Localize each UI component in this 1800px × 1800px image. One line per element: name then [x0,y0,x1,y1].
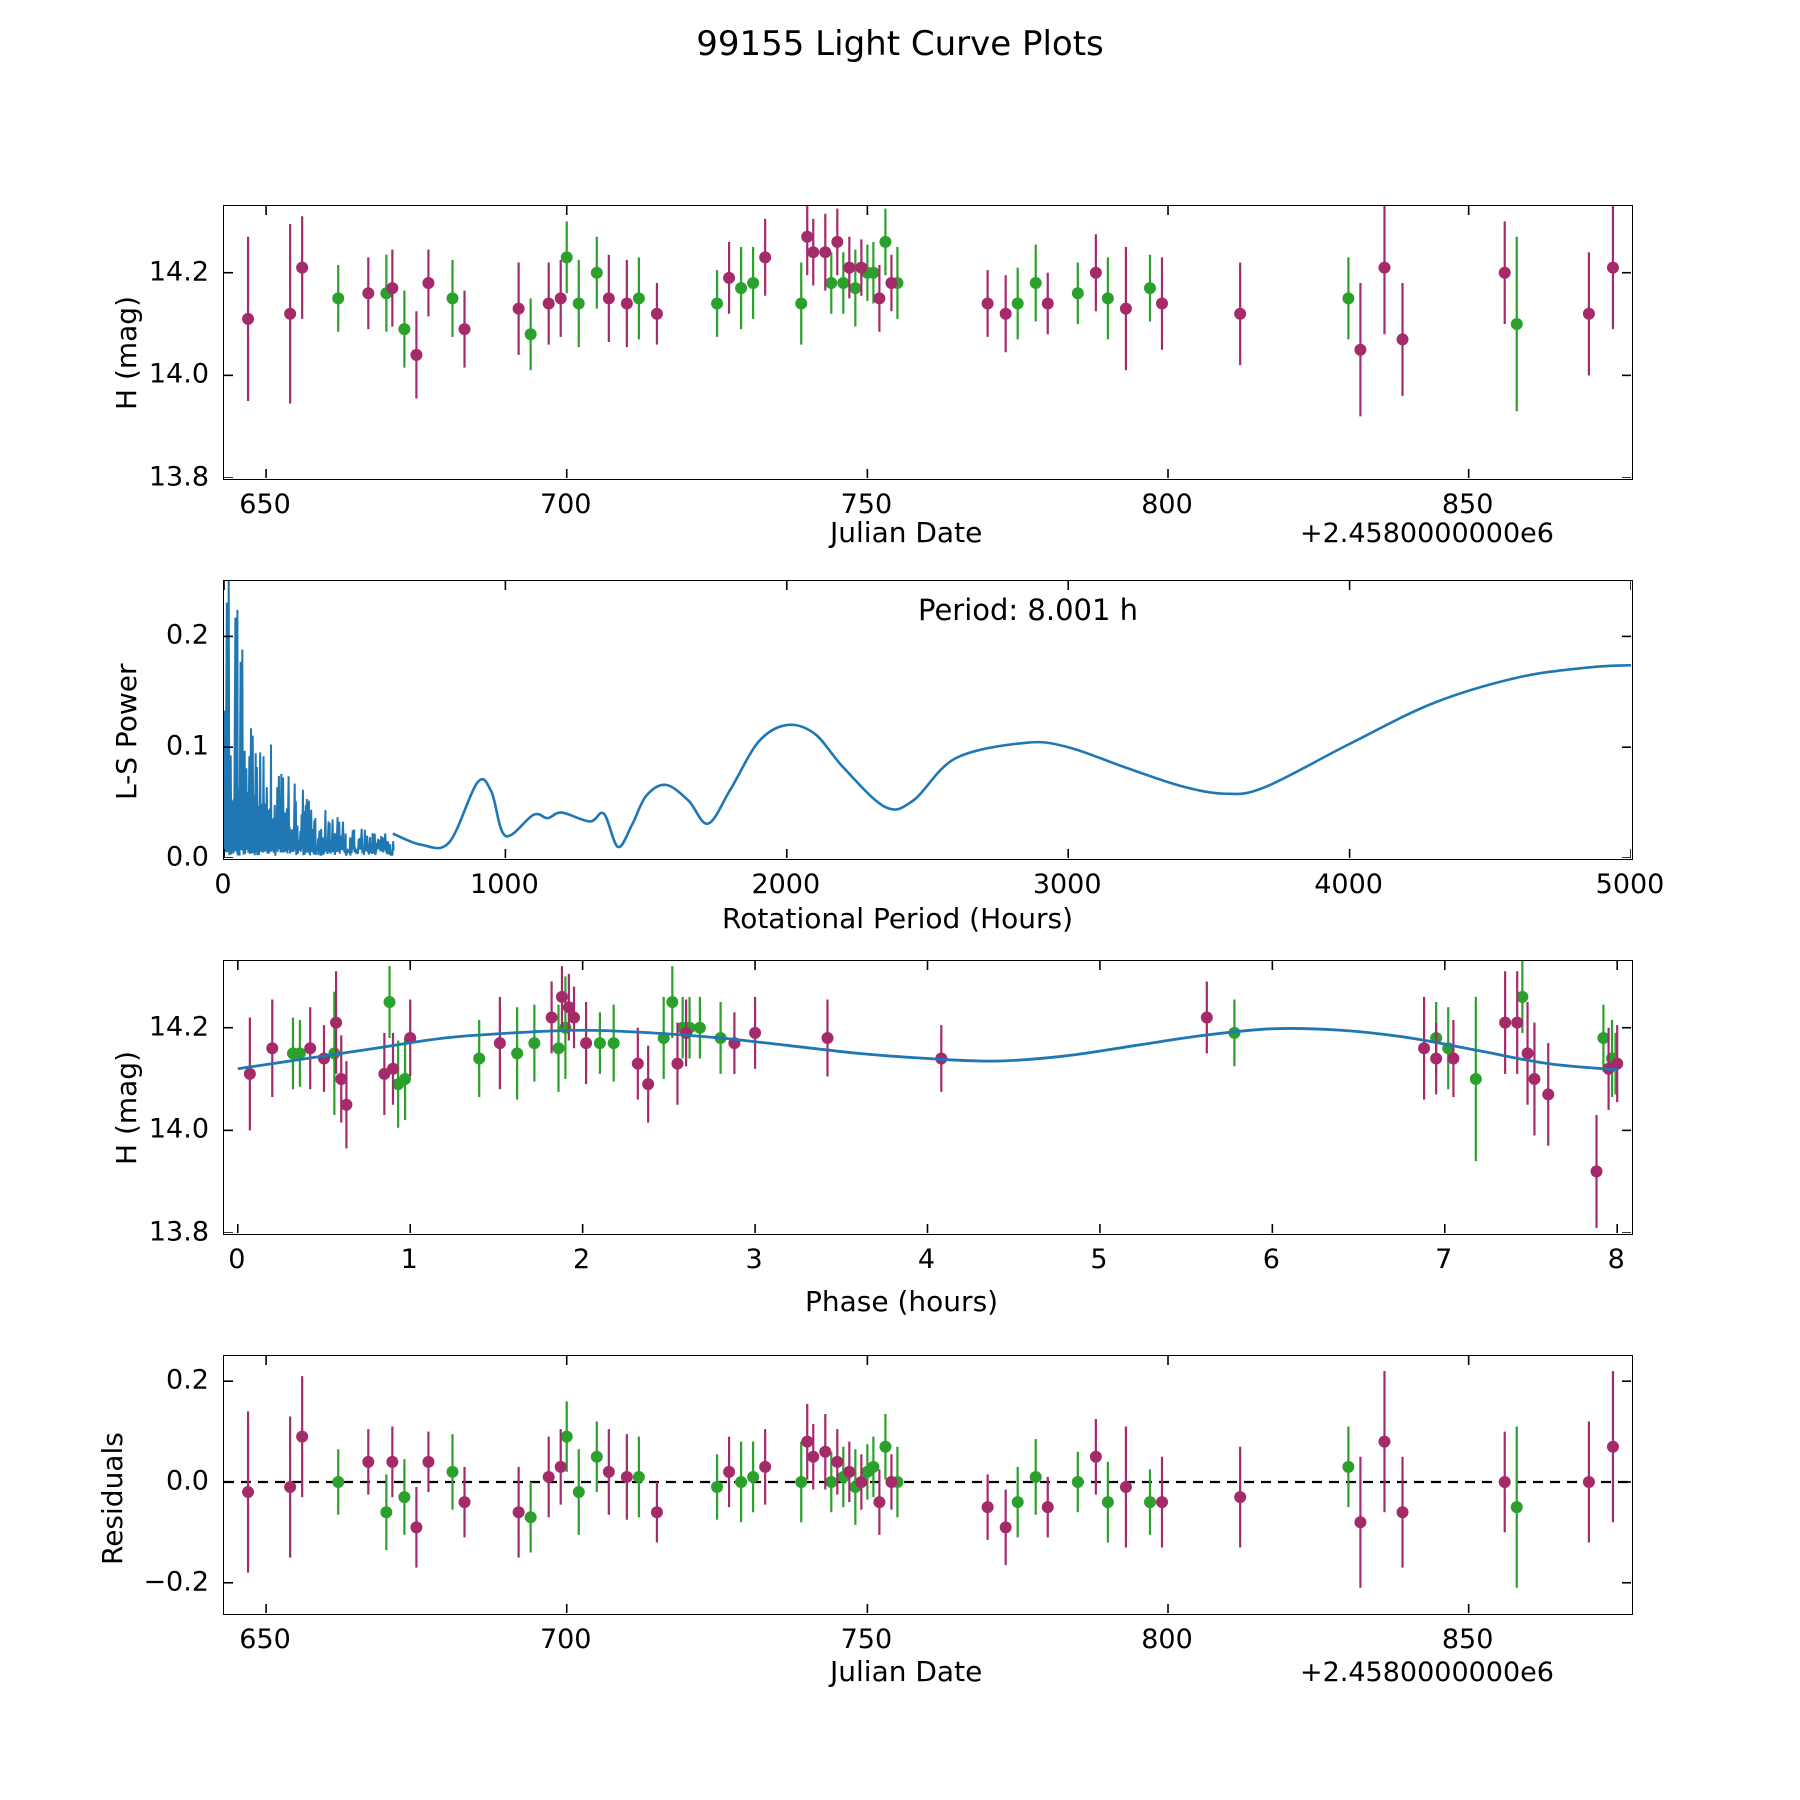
residuals-y-axis-label: Residuals [96,1432,129,1565]
y-tick-label: 14.2 [148,256,209,288]
panel-lightcurve [223,205,1633,480]
residuals-plot-area [224,1356,1631,1613]
y-tick-label: 0.2 [166,619,209,651]
y-tick-label: −0.2 [143,1566,209,1598]
y-tick-label: 0.2 [166,1364,209,1396]
residuals-x-offset: +2.4580000000e6 [1300,1657,1554,1688]
periodogram-y-axis-label: L-S Power [110,663,143,800]
residuals-x-axis-label: Julian Date [830,1655,983,1688]
y-tick-label: 0.0 [166,1465,209,1497]
period-annotation: Period: 8.001 h [918,593,1139,627]
x-tick-label: 5000 [1595,869,1665,900]
x-tick-label: 3 [745,1244,763,1275]
y-tick-label: 13.8 [148,1216,209,1248]
x-tick-label: 650 [239,1624,291,1655]
x-tick-label: 8 [1607,1244,1625,1275]
x-tick-label: 2000 [751,869,821,900]
x-tick-label: 650 [239,489,291,520]
x-tick-label: 3000 [1032,869,1102,900]
lightcurve-x-axis-label: Julian Date [830,516,983,549]
lightcurve-plot-area [224,206,1631,478]
periodogram-x-axis-label: Rotational Period (Hours) [722,902,1074,935]
x-tick-label: 700 [539,489,592,520]
x-tick-label: 4000 [1314,869,1383,900]
y-tick-label: 0.0 [166,841,209,873]
lightcurve-x-offset: +2.4580000000e6 [1300,518,1554,549]
y-tick-label: 14.0 [148,1113,209,1145]
x-tick-label: 6 [1262,1244,1280,1275]
x-tick-label: 0 [214,869,232,900]
x-tick-label: 1000 [470,869,539,900]
panel-residuals [223,1355,1633,1615]
x-tick-label: 800 [1141,489,1193,520]
y-tick-label: 14.2 [148,1011,209,1043]
phased-y-axis-label: H (mag) [110,1050,143,1165]
y-tick-label: 13.8 [148,461,209,493]
x-tick-label: 2 [573,1244,591,1275]
phased-x-axis-label: Phase (hours) [805,1285,999,1318]
x-tick-label: 700 [539,1624,592,1655]
x-tick-label: 800 [1141,1624,1193,1655]
x-tick-label: 750 [840,489,893,520]
page-title: 99155 Light Curve Plots [696,24,1104,64]
x-tick-label: 5 [1090,1244,1108,1275]
y-tick-label: 14.0 [148,358,209,390]
x-tick-label: 0 [228,1244,246,1275]
x-tick-label: 4 [917,1244,936,1275]
phased-plot-area [224,961,1631,1233]
y-tick-label: 0.1 [166,730,209,762]
lightcurve-y-axis-label: H (mag) [110,295,143,410]
x-tick-label: 7 [1435,1244,1453,1275]
x-tick-label: 850 [1441,1624,1494,1655]
panel-phased [223,960,1633,1235]
x-tick-label: 850 [1441,489,1494,520]
x-tick-label: 750 [840,1624,893,1655]
x-tick-label: 1 [400,1244,418,1275]
